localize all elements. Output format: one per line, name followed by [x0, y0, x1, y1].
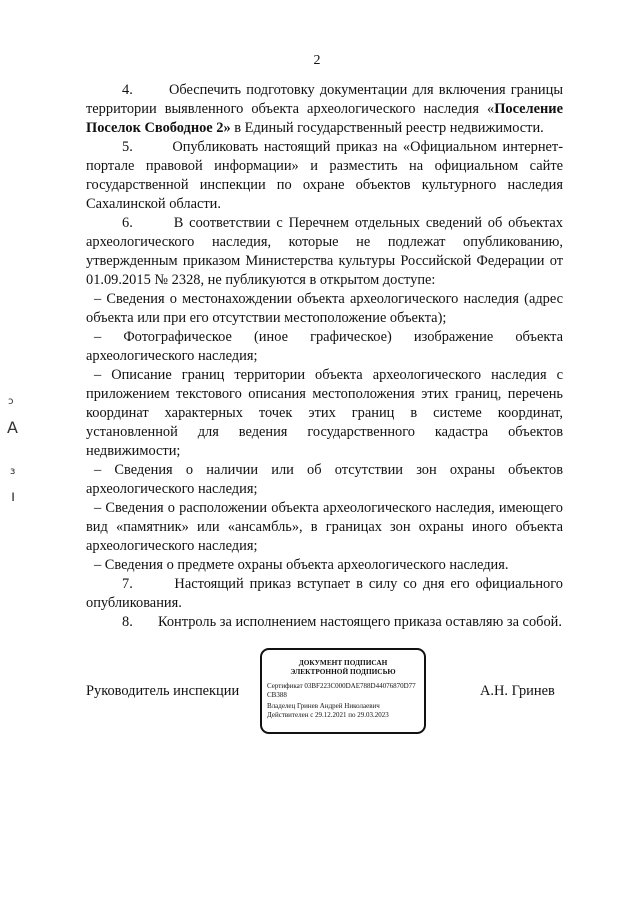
stamp-valid-value: с 29.12.2021 по 29.03.2023 [310, 710, 389, 719]
stamp-owner-label: Владелец [267, 702, 296, 710]
stamp-owner [267, 702, 419, 711]
stamp-cert-value: 03BF223C000DAE788D44076870D77CB388 [267, 682, 416, 699]
paragraph-8 [86, 613, 563, 632]
paragraph-text: Опубликовать настоящий приказ на «Официальном интернет-портале правовой информации» и разместить на официальном сайте государственной инспекции по охране объектов культурного наследия Сахалинской области. [86, 139, 564, 212]
paragraph-text: Настоящий приказ вступает в силу со дня его официального опубликования. [86, 576, 563, 611]
list-item: – Сведения о местонахождении объекта археологического наследия (адрес объекта или при его отсутствии местоположение объекта); [86, 291, 563, 326]
paragraph-6 [86, 214, 563, 290]
list-item: – Описание границ территории объекта археологического наследия с приложением текстового описания местоположения этих границ, перечень координат характерных точек этих границ в системе координат, установленной для ведения государственного кадастра объектов недвижимости; [86, 367, 563, 459]
object-name: Поселение Поселок Свободное 2» [86, 101, 563, 136]
paragraph-text: В соответствии с Перечнем отдельных сведений об объектах археологического наследия, которые не подлежат опубликованию, утвержденным приказом Министерства культуры Российской Федерации от 01.09.2015 № 2328, не публикуются в открытом доступе: [86, 215, 563, 288]
paragraph-number: 5. [122, 139, 133, 155]
electronic-signature-stamp [260, 648, 426, 734]
list-item: – Сведения о наличии или об отсутствии зон охраны объектов археологического наследия; [86, 462, 563, 497]
margin-mark: ı [11, 487, 16, 505]
stamp-cert-label: Сертификат [267, 682, 303, 690]
margin-mark: ɜ [10, 466, 16, 477]
stamp-title: ДОКУМЕНТ ПОДПИСАН [298, 658, 388, 667]
paragraph-text: Обеспечить подготовку документации для включения границы территории выявленного объекта археологического наследия « [86, 82, 564, 117]
paragraph-5 [86, 138, 563, 214]
list-item: – Фотографическое (иное графическое) изображение объекта археологического наследия; [86, 329, 563, 364]
stamp-validity [267, 711, 419, 720]
margin-mark: ↄ [8, 396, 14, 407]
stamp-subtitle: ЭЛЕКТРОННОЙ ПОДПИСЬЮ [290, 666, 396, 676]
margin-mark: A [7, 418, 18, 437]
paragraph-number: 6. [122, 215, 133, 231]
stamp-certificate [267, 682, 419, 699]
page-number: 2 [313, 53, 321, 68]
paragraph-7 [86, 575, 563, 613]
paragraph-number: 7. [122, 576, 133, 592]
paragraph-number: 4. [122, 82, 133, 98]
list-item: – Сведения о предмете охраны объекта археологического наследия. [94, 557, 509, 573]
signer-name: А.Н. Гринев [480, 683, 555, 699]
stamp-owner-value: Гринев Андрей Николаевич [297, 702, 380, 710]
paragraph-text: Контроль за исполнением настоящего приказа оставляю за собой. [157, 614, 562, 630]
document-body [86, 81, 563, 632]
signer-position: Руководитель инспекции [86, 683, 240, 699]
paragraph-4 [86, 81, 563, 138]
list-item: – Сведения о расположении объекта археологического наследия, имеющего вид «памятник» или «ансамбль», в границах зон охраны иного объекта археологического наследия; [86, 500, 563, 554]
paragraph-number: 8. [122, 614, 133, 630]
paragraph-text: в Единый государственный реестр недвижимости. [230, 120, 544, 136]
stamp-valid-label: Действителен [267, 710, 309, 719]
